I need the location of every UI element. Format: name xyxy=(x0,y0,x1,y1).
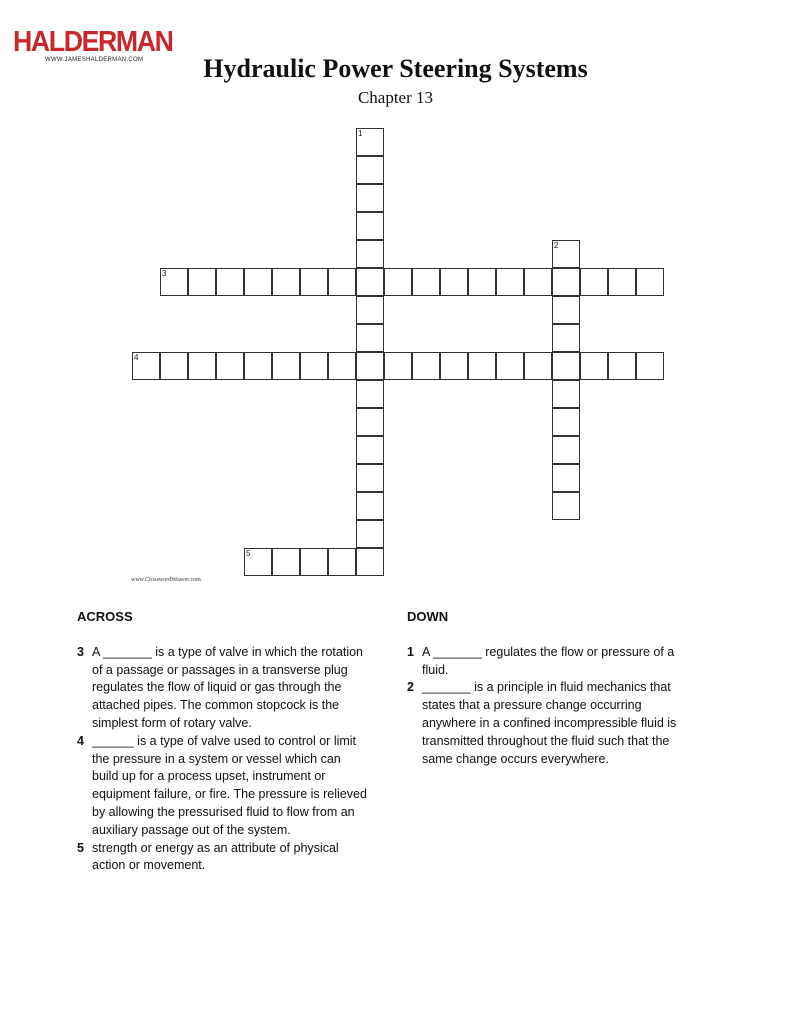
crossword-cell[interactable] xyxy=(468,352,496,380)
crossword-cell[interactable] xyxy=(356,324,384,352)
crossword-cell[interactable] xyxy=(356,492,384,520)
crossword-cell[interactable] xyxy=(328,548,356,576)
crossword-cell[interactable] xyxy=(356,436,384,464)
down-clue xyxy=(407,679,697,768)
crossword-cell[interactable] xyxy=(440,352,468,380)
crossword-cell[interactable] xyxy=(356,156,384,184)
crossword-cell[interactable] xyxy=(244,548,272,576)
across-clue xyxy=(77,644,367,733)
crossword-cell[interactable] xyxy=(356,212,384,240)
clue-number: 2 xyxy=(407,680,414,695)
crossword-cell[interactable] xyxy=(300,268,328,296)
crossword-cell[interactable] xyxy=(356,408,384,436)
clue-number: 3 xyxy=(77,644,84,659)
crossword-cell[interactable] xyxy=(552,408,580,436)
across-clue xyxy=(77,733,367,840)
crossword-cell[interactable] xyxy=(356,352,384,380)
logo-brand-text: HALDERMAN xyxy=(13,26,173,58)
crossword-cell[interactable] xyxy=(160,352,188,380)
crossword-cell[interactable] xyxy=(356,184,384,212)
crossword-cell[interactable] xyxy=(328,352,356,380)
crossword-cell[interactable] xyxy=(552,492,580,520)
crossword-cell[interactable] xyxy=(216,268,244,296)
page-title: Hydraulic Power Steering Systems xyxy=(203,54,588,83)
crossword-cell[interactable] xyxy=(468,268,496,296)
crossword-cell[interactable] xyxy=(608,268,636,296)
crossword-cell[interactable] xyxy=(356,548,384,576)
crossword-cell[interactable] xyxy=(244,268,272,296)
crossword-cell[interactable] xyxy=(216,352,244,380)
crossword-cell[interactable] xyxy=(384,352,412,380)
clue-text: A _______ regulates the flow or pressure of a fluid. xyxy=(422,644,675,677)
clue-text: A _______ is a type of valve in which the rotation of a passage or passages in a transverse plug regulates the flow of liquid or gas through the attached pipes. The common stopcock is the simplest form of rotary valve. xyxy=(92,644,364,730)
clue-number-label: 4 xyxy=(134,353,139,362)
crossword-cell[interactable] xyxy=(188,268,216,296)
crossword-cell[interactable] xyxy=(412,268,440,296)
clue-number: 1 xyxy=(407,644,414,659)
clue-text: _______ is a principle in fluid mechanics that states that a pressure change occurring anywhere in a confined incompressible fluid is transmitted throughout the fluid such that the same change occurs everywhere. xyxy=(422,680,677,766)
crossword-cell[interactable] xyxy=(356,520,384,548)
page-subtitle: Chapter 13 xyxy=(357,88,434,107)
crossword-cell[interactable] xyxy=(356,268,384,296)
clue-text: ______ is a type of valve used to control or limit the pressure in a system or vessel which can build up for a process upset, instrument or equipment failure, or fire. The pressure is relieved by allowing the pressurised fluid to flow from an auxiliary passage out of the system. xyxy=(92,733,367,837)
crossword-cell[interactable] xyxy=(160,268,188,296)
crossword-cell[interactable] xyxy=(608,352,636,380)
crossword-cell[interactable] xyxy=(384,268,412,296)
crossword-cell[interactable] xyxy=(552,464,580,492)
crossword-cell[interactable] xyxy=(272,352,300,380)
crossword-cell[interactable] xyxy=(272,268,300,296)
clue-number-label: 2 xyxy=(554,241,559,250)
crossword-cell[interactable] xyxy=(580,352,608,380)
down-clues-section xyxy=(407,608,697,768)
across-heading: ACROSS xyxy=(77,609,133,624)
crossword-cell[interactable] xyxy=(636,268,664,296)
crossword-cell[interactable] xyxy=(580,268,608,296)
crossword-cell[interactable] xyxy=(524,268,552,296)
crossword-cell[interactable] xyxy=(552,296,580,324)
crossword-cell[interactable] xyxy=(356,296,384,324)
clue-number: 4 xyxy=(77,733,84,748)
crossword-cell[interactable] xyxy=(496,352,524,380)
crossword-cell[interactable] xyxy=(552,268,580,296)
clue-number-label: 1 xyxy=(358,129,363,138)
clue-number-label: 5 xyxy=(246,549,251,558)
crossword-cell[interactable] xyxy=(636,352,664,380)
across-clues-section xyxy=(77,608,367,875)
down-heading: DOWN xyxy=(407,609,449,624)
crossword-cell[interactable] xyxy=(552,352,580,380)
crossword-cell[interactable] xyxy=(244,352,272,380)
crossword-cell[interactable] xyxy=(300,352,328,380)
crossword-cell[interactable] xyxy=(552,436,580,464)
crossword-cell[interactable] xyxy=(356,240,384,268)
crossword-cell[interactable] xyxy=(356,464,384,492)
down-clue xyxy=(407,644,697,680)
crossword-cell[interactable] xyxy=(328,268,356,296)
crossword-cell[interactable] xyxy=(552,240,580,268)
crossword-cell[interactable] xyxy=(440,268,468,296)
crossword-cell[interactable] xyxy=(412,352,440,380)
across-clue xyxy=(77,840,367,876)
crossword-credit: www.CrosswordWeaver.com xyxy=(131,577,201,583)
clue-text: strength or energy as an attribute of physical action or movement. xyxy=(92,840,339,873)
logo-url-text: WWW.JAMESHALDERMAN.COM xyxy=(45,57,144,63)
clue-number-label: 3 xyxy=(162,269,167,278)
crossword-cell[interactable] xyxy=(496,268,524,296)
crossword-cell[interactable] xyxy=(188,352,216,380)
crossword-cell[interactable] xyxy=(300,548,328,576)
crossword-cell[interactable] xyxy=(272,548,300,576)
crossword-cell[interactable] xyxy=(356,128,384,156)
crossword-cell[interactable] xyxy=(552,380,580,408)
crossword-cell[interactable] xyxy=(552,324,580,352)
clue-number: 5 xyxy=(77,840,84,855)
crossword-cell[interactable] xyxy=(132,352,160,380)
crossword-cell[interactable] xyxy=(524,352,552,380)
crossword-cell[interactable] xyxy=(356,380,384,408)
